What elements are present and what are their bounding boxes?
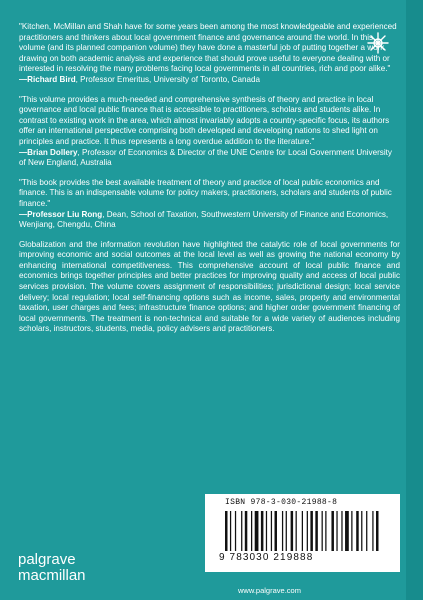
quote-affiliation: , Professor of Economics & Director of the UNE Centre for Local Government University of New England, Australia [19,147,392,168]
endorsement-quote [19,178,400,231]
quote-author: —Richard Bird [19,74,76,84]
endorsement-quote [19,22,400,86]
barcode-icon [225,511,395,551]
quote-author: —Brian Dollery [19,147,78,157]
publisher-logo [18,552,86,584]
publisher-name-line1: palgrave [18,551,76,568]
publisher-website: www.palgrave.com [238,586,301,595]
quote-affiliation: , Professor Emeritus, University of Toronto, Canada [75,74,260,84]
publisher-name-line2: macmillan [18,567,86,584]
back-cover-text [19,22,400,343]
quote-text: "Kitchen, McMillan and Shah have for some years been among the most knowledgeable and experienced practitioners and thinkers about local government finance and governance around the world. In this volume (and its planned companion volume) they have done a masterful job of putting together a work drawing on both academic analysis and experience that should prove useful to everyone dealing with or interested in resolving the many problems facing local governments in all countries, rich and poor alike." [19,22,397,74]
book-description: Globalization and the information revolution have highlighted the catalytic role of local governments for improving economic and social outcomes at the local level as well as growing the national economy by enhancing international competitiveness. This comprehensive account of local public finance and economics brings together principles and better practices for improving quality and access of local public services provision. The volume covers assignment of responsibilities; jurisdictional design; local service delivery; local regulation; local self-financing options such as income, sales, property and environmental taxation, user charges and fees; infrastructure finance options; and higher order government financing of local governments. The treatment is non-technical and suitable for a wide variety of audiences including scholars, instructors, students, media, policy advisers and practitioners. [19,239,400,334]
quote-affiliation: , Dean, School of Taxation, Southwestern University of Finance and Economics, Wenjiang, Chengdu, China [19,209,389,230]
isbn-barcode [205,494,400,572]
quote-attribution [19,75,400,86]
endorsement-quote [19,95,400,169]
quote-attribution [19,148,400,169]
isbn-label: ISBN 978-3-030-21988-8 [225,498,338,507]
quote-attribution [19,210,400,231]
isbn-digits: 9 783030 219888 [219,552,314,563]
quote-text: "This book provides the best available treatment of theory and practice of local public economics and finance. This is an indispensable volume for policy makers, practitioners, scholars and students of public finance." [19,177,392,208]
quote-text: "This volume provides a much-needed and comprehensive synthesis of theory and practice in local governance and local public finance that is accessible to practitioners, scholars and students alike. In contrast to existing work in the area, which almost invariably adopts a country-specific focus, its authors offer an international perspective comprising both developed and developing nations to shed light on principles and practice. It thus represents a long overdue addition to the literature." [19,94,390,146]
quote-author: —Professor Liu Rong [19,209,103,219]
book-spine [406,0,423,600]
